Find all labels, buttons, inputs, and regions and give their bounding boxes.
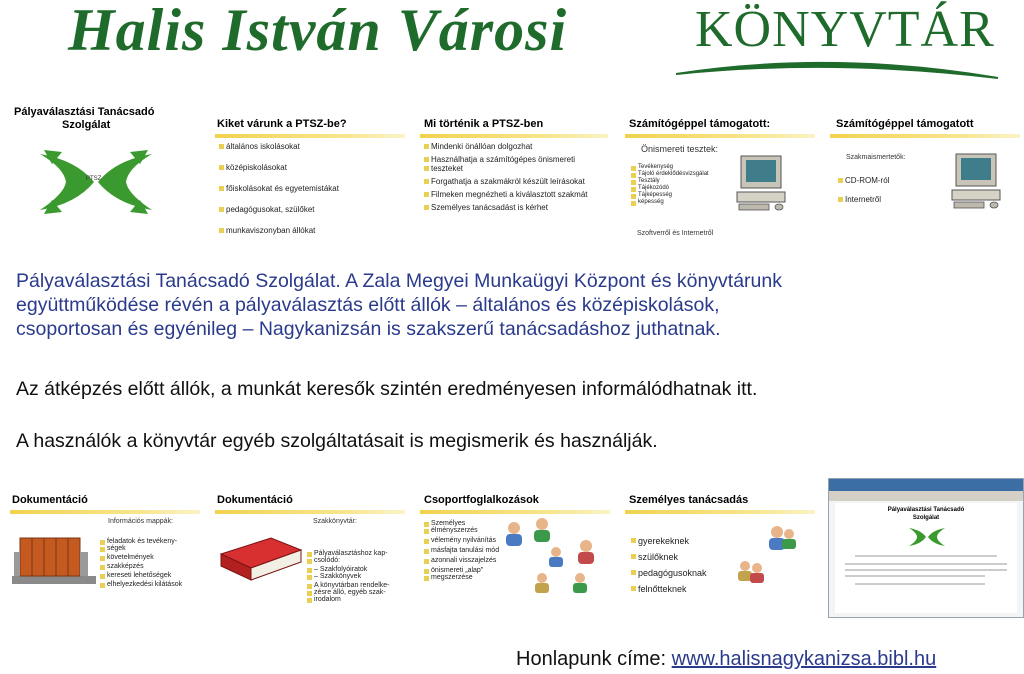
slide-ptsz-logo <box>10 100 200 250</box>
slide-title: Személyes tanácsadás <box>629 494 749 506</box>
list-item: elhelyezkedési kilátások <box>100 581 182 588</box>
list-item: vélemény nyilvánítás <box>424 537 499 544</box>
library-word-logo: KÖNYVTÁR <box>695 1 995 58</box>
slide-title: Dokumentáció <box>217 494 293 506</box>
list-item: Tájékozódó <box>631 185 709 191</box>
slide-szamitogep-tesztek <box>625 112 817 244</box>
list-item: azonnali visszajelzés <box>424 557 499 564</box>
ptsz-arrows-icon <box>907 525 947 549</box>
list-item: önismereti „alap" <box>424 567 499 574</box>
bullet-list <box>100 538 182 588</box>
slide-csoportfoglalkozasok <box>420 488 612 618</box>
slide-title-line1: Pályaválasztási Tanácsadó <box>14 106 155 118</box>
slide-subtitle: Szakkönyvtár: <box>313 518 357 525</box>
thumb-text-line <box>845 569 1007 571</box>
list-item: Személyes tanácsadást is kérhet <box>424 203 588 212</box>
list-item: csolódó: <box>307 557 390 564</box>
list-item: munkaviszonyban állókat <box>219 226 339 235</box>
list-item: Pályaválasztáshoz kap- <box>307 550 390 557</box>
thumb-text-line <box>845 563 1007 565</box>
slide-kiket-varunk <box>215 112 405 242</box>
browser-titlebar <box>829 479 1023 491</box>
slide-title-bar <box>625 510 815 514</box>
slide-dokumentacio-mappak <box>10 488 202 618</box>
list-item: főiskolásokat és egyetemistákat <box>219 184 339 193</box>
list-item: középiskolásokat <box>219 163 339 172</box>
thumb-text-line <box>845 575 985 577</box>
library-name-title: Halis István Városi <box>68 0 568 63</box>
slide-title: Csoportfoglalkozások <box>424 494 539 506</box>
browser-page <box>835 503 1017 613</box>
list-item: irodalom <box>307 596 390 603</box>
list-item: Személyes <box>424 520 499 527</box>
list-item: követelmények <box>100 554 182 561</box>
list-item: Tájképesség <box>631 192 709 198</box>
website-label: Honlapunk címe: <box>516 648 667 670</box>
slide-title-bar <box>215 510 405 514</box>
list-item: Használhatja a számítógépes önismereti <box>424 155 588 164</box>
intro-paragraph-line: Pályaválasztási Tanácsadó Szolgálat. A Zala Megyei Munkaügyi Központ és könyvtárunk <box>16 270 782 292</box>
list-item: CD-ROM-ról <box>838 176 889 185</box>
slide-title-bar <box>10 510 200 514</box>
slide-szamitogep-szakma <box>830 112 1022 244</box>
bullet-list <box>631 164 709 205</box>
list-item: feladatok és tevékeny- <box>100 538 182 545</box>
slide-title: Számítógéppel támogatott: <box>629 118 771 130</box>
slide-title: Mi történik a PTSZ-ben <box>424 118 544 130</box>
list-item: ségek <box>100 545 182 552</box>
list-item: zésre álló, egyéb szak- <box>307 589 390 596</box>
thumb-title-line2: Szolgálat <box>912 515 940 521</box>
slide-title-line2: Szolgálat <box>62 119 111 131</box>
slide-subtitle: Szakmaismertetők: <box>846 154 906 161</box>
list-item: pedagógusokat, szülőket <box>219 205 339 214</box>
slide-szemelyes-tanacsadas <box>625 488 817 618</box>
slide-title: Kiket várunk a PTSZ-be? <box>217 118 347 130</box>
list-item: kereseti lehetőségek <box>100 572 182 579</box>
bullet-list <box>424 142 588 212</box>
list-item: megszerzése <box>424 574 499 581</box>
intro-paragraph-line: csoportosan és egyénileg – Nagykanizsán is szakszerű tanácsadáshoz juthatnak. <box>16 318 721 340</box>
computer-icon <box>948 152 1004 210</box>
thumb-text-line <box>855 555 997 557</box>
logo-swoosh <box>672 40 1002 80</box>
people-group-icon <box>500 516 600 596</box>
retraining-paragraph: Az átképzés előtt állók, a munkát keresők szintén eredményesen informálódhatnak itt. <box>16 378 758 400</box>
list-item: másfajta tanulási mód <box>424 547 499 554</box>
services-paragraph: A használók a könyvtár egyéb szolgáltatásait is megismerik és használják. <box>16 430 658 452</box>
bullet-list <box>838 176 889 204</box>
list-item: Tájoló érdeklődésvizsgálat <box>631 171 709 177</box>
binders-icon <box>12 532 96 584</box>
list-item: Internetről <box>838 195 889 204</box>
slide-title-bar <box>215 134 405 138</box>
website-screenshot-thumbnail <box>828 478 1024 618</box>
slide-title-bar <box>420 134 608 138</box>
bullet-list <box>631 536 707 594</box>
list-item: teszteket <box>424 164 588 173</box>
book-icon <box>217 528 303 584</box>
list-item: élményszerzés <box>424 527 499 534</box>
intro-paragraph-line: együttműködése révén a pályaválasztás előtt állók – általános és középiskolások, <box>16 294 720 316</box>
slide-mi-tortenik <box>420 112 610 242</box>
list-item: általános iskolásokat <box>219 142 339 151</box>
list-item: szülőknek <box>631 552 707 562</box>
slide-title-bar <box>830 134 1020 138</box>
bullet-list <box>424 520 499 581</box>
computer-icon <box>733 154 789 212</box>
list-item: gyerekeknek <box>631 536 707 546</box>
list-item: Tesztály <box>631 178 709 184</box>
list-item: – Szakfolyóiratok <box>307 566 390 573</box>
slide-subtitle: Önismereti tesztek: <box>641 144 719 154</box>
list-item: A könyvtárban rendelke- <box>307 582 390 589</box>
thumb-title-line1: Pályaválasztási Tanácsadó <box>887 507 965 513</box>
browser-toolbar <box>829 491 1023 501</box>
list-item: Tevékenység <box>631 164 709 170</box>
slide-title: Dokumentáció <box>12 494 88 506</box>
slide-title-bar <box>420 510 610 514</box>
bullet-list <box>219 142 339 235</box>
bullet-list <box>307 550 390 603</box>
list-item: képesség <box>631 199 709 205</box>
list-item: Filmeken megnézheti a kiválasztott szakmát <box>424 190 588 199</box>
slide-footnote: Szoftverről és Internetről <box>637 230 714 237</box>
slide-dokumentacio-szakkonyvtar <box>215 488 407 618</box>
website-link[interactable]: www.halisnagykanizsa.bibl.hu <box>671 648 937 670</box>
counselling-people-icon <box>733 524 813 588</box>
slide-title-bar <box>625 134 815 138</box>
ptsz-arrows-icon <box>36 146 156 218</box>
list-item: – Szakkönyvek <box>307 573 390 580</box>
list-item: pedagógusoknak <box>631 568 707 578</box>
list-item: Mindenki önállóan dolgozhat <box>424 142 588 151</box>
website-footer <box>516 648 936 671</box>
list-item: Forgathatja a szakmákról készült leírásokat <box>424 177 588 186</box>
list-item: felnőtteknek <box>631 584 707 594</box>
ptsz-logo-label: PTSZ <box>86 176 102 182</box>
slide-title: Számítógéppel támogatott <box>836 118 974 130</box>
slide-subtitle: Információs mappák: <box>108 518 173 525</box>
list-item: szakképzés <box>100 563 182 570</box>
thumb-text-line <box>855 583 985 585</box>
